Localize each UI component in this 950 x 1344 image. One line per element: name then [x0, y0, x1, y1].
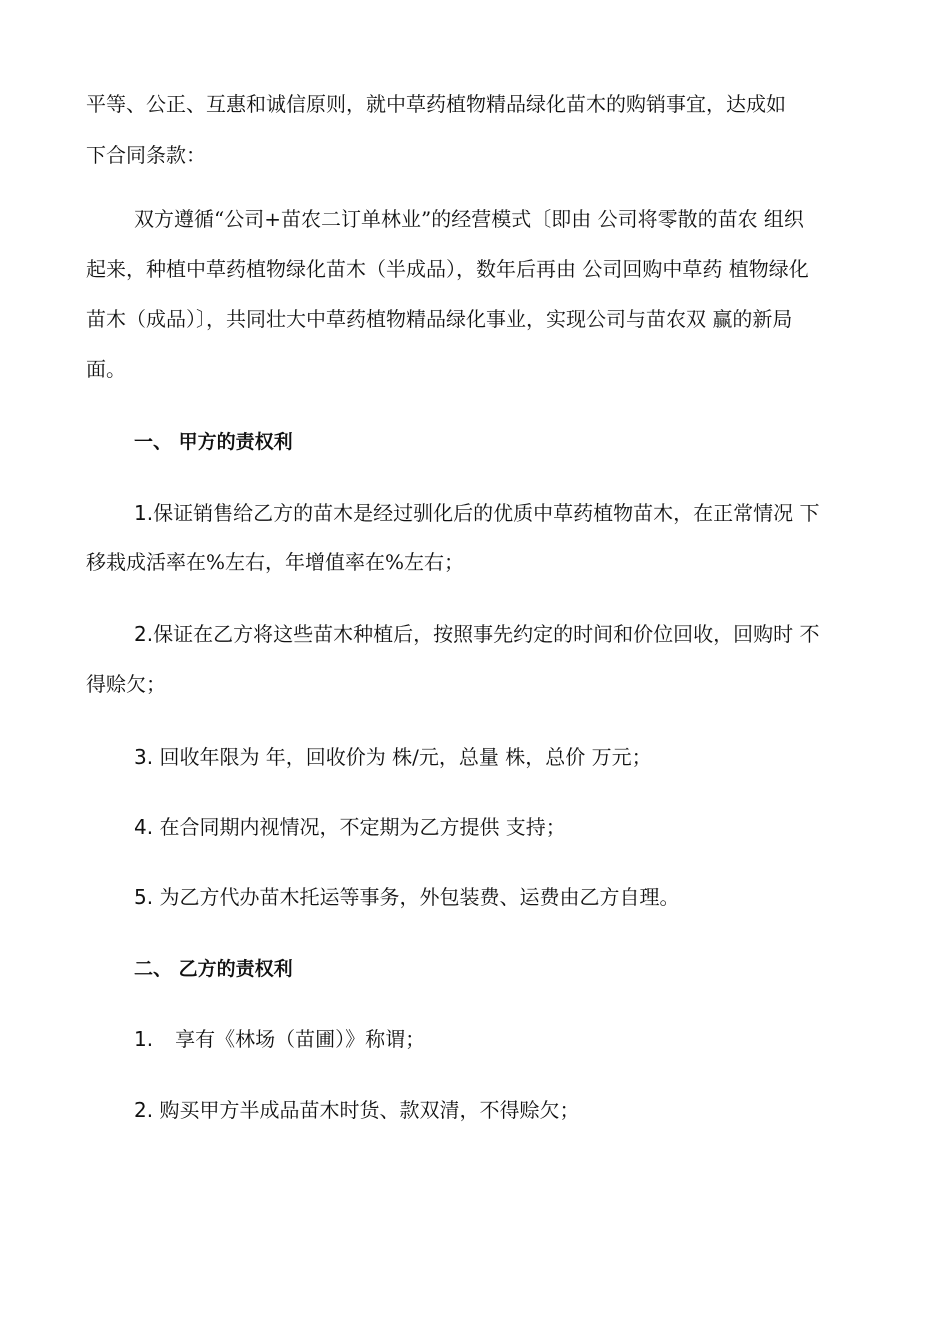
section-1-item-2-line-2: 得赊欠； [86, 672, 166, 696]
section-2-item-2 [134, 1096, 579, 1124]
model-paragraph-line-2: 起来，种植中草药植物绿化苗木（半成品），数年后再由 公司回购中草药 植物绿化 [86, 257, 809, 281]
section-1-item-3 [134, 743, 652, 771]
item-text: 保证在乙方将这些苗木种植后，按照事先约定的时间和价位回收，回购时 不 [153, 622, 820, 646]
section-1-item-4 [134, 813, 566, 841]
item-text: 为乙方代办苗木托运等事务，外包装费、运费由乙方自理。 [159, 885, 680, 909]
section-1-heading: 一、 甲方的责权利 [134, 431, 293, 453]
item-text: 享有《林场（苗圃）》称谓； [175, 1027, 426, 1051]
item-text: 回收年限为 年，回收价为 株/元，总量 株，总价 万元； [159, 745, 652, 769]
intro-line-2: 下合同条款： [86, 143, 206, 167]
item-text: 购买甲方半成品苗木时货、款双清，不得赊欠； [159, 1098, 580, 1122]
item-number: 4. [134, 815, 154, 839]
section-2-item-1 [134, 1025, 425, 1053]
section-1-item-2-line-1 [134, 620, 819, 648]
section-2-heading: 二、 乙方的责权利 [134, 958, 293, 980]
item-number: 1. [134, 501, 154, 525]
model-paragraph-line-3: 苗木（成品）〕，共同壮大中草药植物精品绿化事业，实现公司与苗农双 赢的新局 [86, 307, 793, 331]
section-1-item-1-line-1 [134, 499, 819, 527]
item-number: 3. [134, 745, 154, 769]
item-text: 保证销售给乙方的苗木是经过驯化后的优质中草药植物苗木，在正常情况 下 [153, 501, 820, 525]
model-paragraph-line-1: 双方遵循“公司+苗农二订单林业”的经营模式〔即由 公司将零散的苗农 组织 [134, 207, 804, 231]
section-1-item-1-line-2: 移栽成活率在%左右，年增值率在%左右； [86, 550, 465, 574]
intro-line-1: 平等、公正、互惠和诚信原则，就中草药植物精品绿化苗木的购销事宜，达成如 [86, 92, 786, 116]
item-text: 在合同期内视情况，不定期为乙方提供 支持； [159, 815, 566, 839]
item-number: 5. [134, 885, 154, 909]
model-paragraph-line-4: 面。 [86, 357, 126, 381]
item-number: 1. [134, 1027, 154, 1051]
section-1-item-5 [134, 883, 679, 911]
item-number: 2. [134, 622, 154, 646]
item-number: 2. [134, 1098, 154, 1122]
